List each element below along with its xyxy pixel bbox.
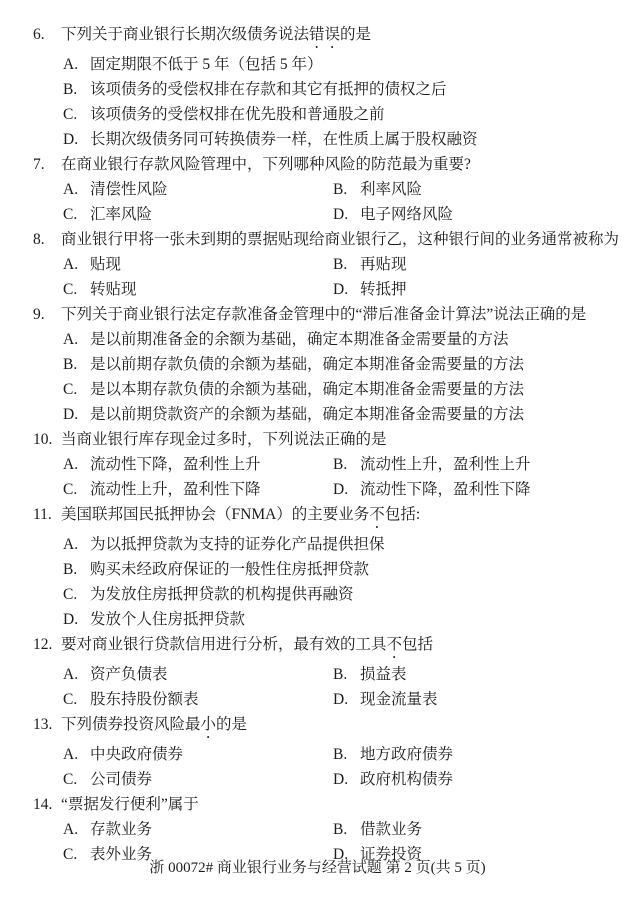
option-row — [33, 607, 625, 632]
question-stem — [61, 712, 625, 742]
question-stem-row — [33, 22, 625, 52]
answer-option — [333, 277, 625, 302]
option-letter: C. — [63, 771, 78, 788]
option-letter: A. — [63, 56, 79, 73]
answer-option — [333, 687, 625, 712]
option-row — [33, 77, 625, 102]
option-letter: C. — [63, 586, 78, 603]
option-text: 流动性上升，盈利性上升 — [360, 456, 531, 473]
question — [33, 152, 625, 227]
stem-emphasized-text: 不 — [386, 636, 403, 653]
option-letter: C. — [63, 691, 78, 708]
stem-text: 下列关于商业银行长期次级债务说法 — [61, 26, 310, 43]
answer-option — [63, 767, 333, 792]
option-letter: C. — [63, 106, 78, 123]
option-text: 流动性下降，盈利性下降 — [360, 481, 531, 498]
option-text: 流动性下降，盈利性上升 — [90, 456, 261, 473]
option-letter: D. — [333, 691, 349, 708]
option-text: 证券投资 — [360, 846, 423, 863]
option-letter: D. — [333, 281, 349, 298]
option-letter: D. — [333, 846, 349, 863]
option-row — [33, 817, 625, 842]
answer-option — [63, 352, 524, 377]
answer-option — [333, 177, 625, 202]
option-letter: D. — [333, 206, 349, 223]
answer-option — [63, 817, 333, 842]
question-stem-row — [33, 427, 625, 452]
stem-text: 在商业银行存款风险管理中，下列哪种风险的防范最为重要? — [61, 156, 471, 173]
question-stem — [61, 427, 625, 452]
option-text: 是以前期存款负债的余额为基础，确定本期准备金需要量的方法 — [90, 356, 525, 373]
option-row — [33, 277, 625, 302]
question-number: 9. — [33, 306, 45, 323]
stem-text: 的是 — [216, 716, 248, 733]
question — [33, 302, 625, 427]
option-row — [33, 177, 625, 202]
option-text: 为以抵押贷款为支持的证券化产品提供担保 — [90, 536, 385, 553]
option-text: 股东持股份额表 — [90, 691, 199, 708]
option-row — [33, 102, 625, 127]
option-text: 是以前期准备金的余额为基础，确定本期准备金需要量的方法 — [90, 331, 509, 348]
option-row — [33, 327, 625, 352]
option-text: 存款业务 — [90, 821, 153, 838]
option-letter: D. — [333, 481, 349, 498]
option-text: 公司债券 — [90, 771, 153, 788]
question-stem-row — [33, 302, 625, 327]
option-letter: C. — [63, 281, 78, 298]
stem-text: “票据发行便利”属于 — [61, 796, 199, 813]
answer-option — [63, 532, 385, 557]
question-stem — [61, 22, 625, 52]
answer-option — [63, 557, 369, 582]
option-text: 为发放住房抵押贷款的机构提供再融资 — [90, 586, 354, 603]
question — [33, 502, 625, 632]
stem-text: 商业银行甲将一张未到期的票据贴现给商业银行乙，这种银行间的业务通常被称为 — [61, 231, 620, 248]
answer-option — [63, 277, 333, 302]
question-number: 8. — [33, 231, 45, 248]
stem-text: 的是 — [340, 26, 372, 43]
question-stem-row — [33, 712, 625, 742]
option-letter: D. — [333, 771, 349, 788]
option-text: 购买未经政府保证的一般性住房抵押贷款 — [90, 561, 370, 578]
stem-emphasized-text: 错误 — [309, 26, 341, 43]
option-letter: A. — [63, 331, 79, 348]
option-letter: C. — [63, 481, 78, 498]
question-stem — [61, 227, 625, 252]
page-footer: 浙 00072# 商业银行业务与经营试题 第 2 页(共 5 页) — [149, 860, 486, 876]
option-text: 利率风险 — [360, 181, 423, 198]
answer-option — [333, 477, 625, 502]
answer-option — [333, 817, 625, 842]
question-stem — [61, 632, 625, 662]
answer-option — [63, 327, 509, 352]
answer-option — [333, 662, 625, 687]
stem-text: 美国联邦国民抵押协会（FNMA）的主要业务 — [61, 506, 370, 523]
option-row — [33, 127, 625, 152]
option-text: 损益表 — [360, 666, 407, 683]
answer-option — [333, 202, 625, 227]
question-number: 13. — [33, 716, 53, 733]
option-letter: C. — [63, 206, 78, 223]
option-text: 该项债务的受偿权排在优先股和普通股之前 — [90, 106, 385, 123]
question-number: 12. — [33, 636, 53, 653]
stem-text: 下列关于商业银行法定存款准备金管理中的“滞后准备金计算法”说法正确的是 — [61, 306, 587, 323]
option-row — [33, 452, 625, 477]
answer-option — [63, 52, 323, 77]
option-text: 固定期限不低于 5 年（包括 5 年） — [90, 56, 323, 73]
stem-text: 要对商业银行贷款信用进行分析，最有效的工具 — [61, 636, 387, 653]
option-row — [33, 352, 625, 377]
option-letter: C. — [63, 846, 78, 863]
option-letter: A. — [63, 821, 79, 838]
option-text: 是以本期存款负债的余额为基础，确定本期准备金需要量的方法 — [90, 381, 525, 398]
option-letter: D. — [63, 131, 79, 148]
option-letter: B. — [63, 561, 78, 578]
option-text: 长期次级债务同可转换债券一样，在性质上属于股权融资 — [90, 131, 478, 148]
question-stem-row — [33, 227, 625, 252]
option-text: 电子网络风险 — [360, 206, 454, 223]
option-letter: B. — [333, 256, 348, 273]
answer-option — [63, 202, 333, 227]
option-letter: D. — [63, 611, 79, 628]
question — [33, 632, 625, 712]
option-letter: A. — [63, 456, 79, 473]
question — [33, 712, 625, 792]
question-stem — [61, 152, 625, 177]
option-letter: B. — [333, 746, 348, 763]
option-text: 转抵押 — [360, 281, 407, 298]
option-row — [33, 662, 625, 687]
answer-option — [63, 102, 385, 127]
question-number: 7. — [33, 156, 45, 173]
option-row — [33, 687, 625, 712]
stem-emphasized-text: 小 — [200, 716, 217, 733]
question-number: 10. — [33, 431, 53, 448]
option-text: 再贴现 — [360, 256, 407, 273]
option-row — [33, 377, 625, 402]
stem-emphasized-text: 不 — [369, 506, 385, 523]
option-row — [33, 202, 625, 227]
answer-option — [333, 742, 625, 767]
option-letter: B. — [333, 181, 348, 198]
option-letter: A. — [63, 536, 79, 553]
option-text: 该项债务的受偿权排在存款和其它有抵押的债权之后 — [90, 81, 447, 98]
option-text: 是以前期贷款资产的余额为基础，确定本期准备金需要量的方法 — [90, 406, 525, 423]
stem-text: 当商业银行库存现金过多时，下列说法正确的是 — [61, 431, 387, 448]
answer-option — [63, 662, 333, 687]
question-number: 14. — [33, 796, 53, 813]
option-row — [33, 477, 625, 502]
question-number: 11. — [33, 506, 52, 523]
question-stem — [61, 502, 625, 532]
option-text: 中央政府债券 — [90, 746, 184, 763]
answer-option — [63, 477, 333, 502]
answer-option — [63, 582, 354, 607]
option-text: 汇率风险 — [90, 206, 153, 223]
option-row — [33, 557, 625, 582]
option-row — [33, 252, 625, 277]
option-row — [33, 742, 625, 767]
answer-option — [63, 452, 333, 477]
option-letter: A. — [63, 181, 79, 198]
stem-text: 包括: — [384, 506, 421, 523]
option-text: 地方政府债券 — [360, 746, 454, 763]
question — [33, 227, 625, 302]
answer-option — [63, 177, 333, 202]
answer-option — [63, 77, 447, 102]
option-text: 清偿性风险 — [90, 181, 168, 198]
question — [33, 427, 625, 502]
option-text: 政府机构债券 — [360, 771, 454, 788]
question-number: 6. — [33, 26, 45, 43]
option-letter: A. — [63, 746, 79, 763]
answer-option — [333, 767, 625, 792]
option-text: 现金流量表 — [360, 691, 438, 708]
question-stem-row — [33, 632, 625, 662]
option-letter: D. — [63, 406, 79, 423]
option-text: 转贴现 — [90, 281, 137, 298]
option-text: 流动性上升，盈利性下降 — [90, 481, 261, 498]
question-stem-row — [33, 152, 625, 177]
option-letter: B. — [63, 81, 78, 98]
answer-option — [63, 687, 333, 712]
option-letter: B. — [333, 666, 348, 683]
option-letter: A. — [63, 666, 79, 683]
option-row — [33, 582, 625, 607]
option-letter: A. — [63, 256, 79, 273]
option-letter: B. — [63, 356, 78, 373]
answer-option — [63, 402, 524, 427]
question — [33, 22, 625, 152]
option-row — [33, 532, 625, 557]
question-stem-row — [33, 502, 625, 532]
question — [33, 792, 625, 867]
answer-option — [63, 252, 333, 277]
stem-text: 下列债券投资风险最 — [61, 716, 201, 733]
answer-option — [63, 742, 333, 767]
answer-option — [63, 127, 478, 152]
option-row — [33, 767, 625, 792]
question-stem — [61, 792, 625, 817]
option-row — [33, 52, 625, 77]
answer-option — [63, 377, 524, 402]
option-letter: B. — [333, 821, 348, 838]
question-stem-row — [33, 792, 625, 817]
option-text: 借款业务 — [360, 821, 423, 838]
option-letter: C. — [63, 381, 78, 398]
option-letter: B. — [333, 456, 348, 473]
option-text: 发放个人住房抵押贷款 — [90, 611, 246, 628]
stem-text: 包括 — [402, 636, 434, 653]
option-text: 表外业务 — [90, 846, 153, 863]
answer-option — [63, 607, 245, 632]
option-text: 贴现 — [90, 256, 122, 273]
option-row — [33, 402, 625, 427]
question-stem — [61, 302, 625, 327]
option-text: 资产负债表 — [90, 666, 168, 683]
answer-option — [333, 252, 625, 277]
answer-option — [333, 452, 625, 477]
